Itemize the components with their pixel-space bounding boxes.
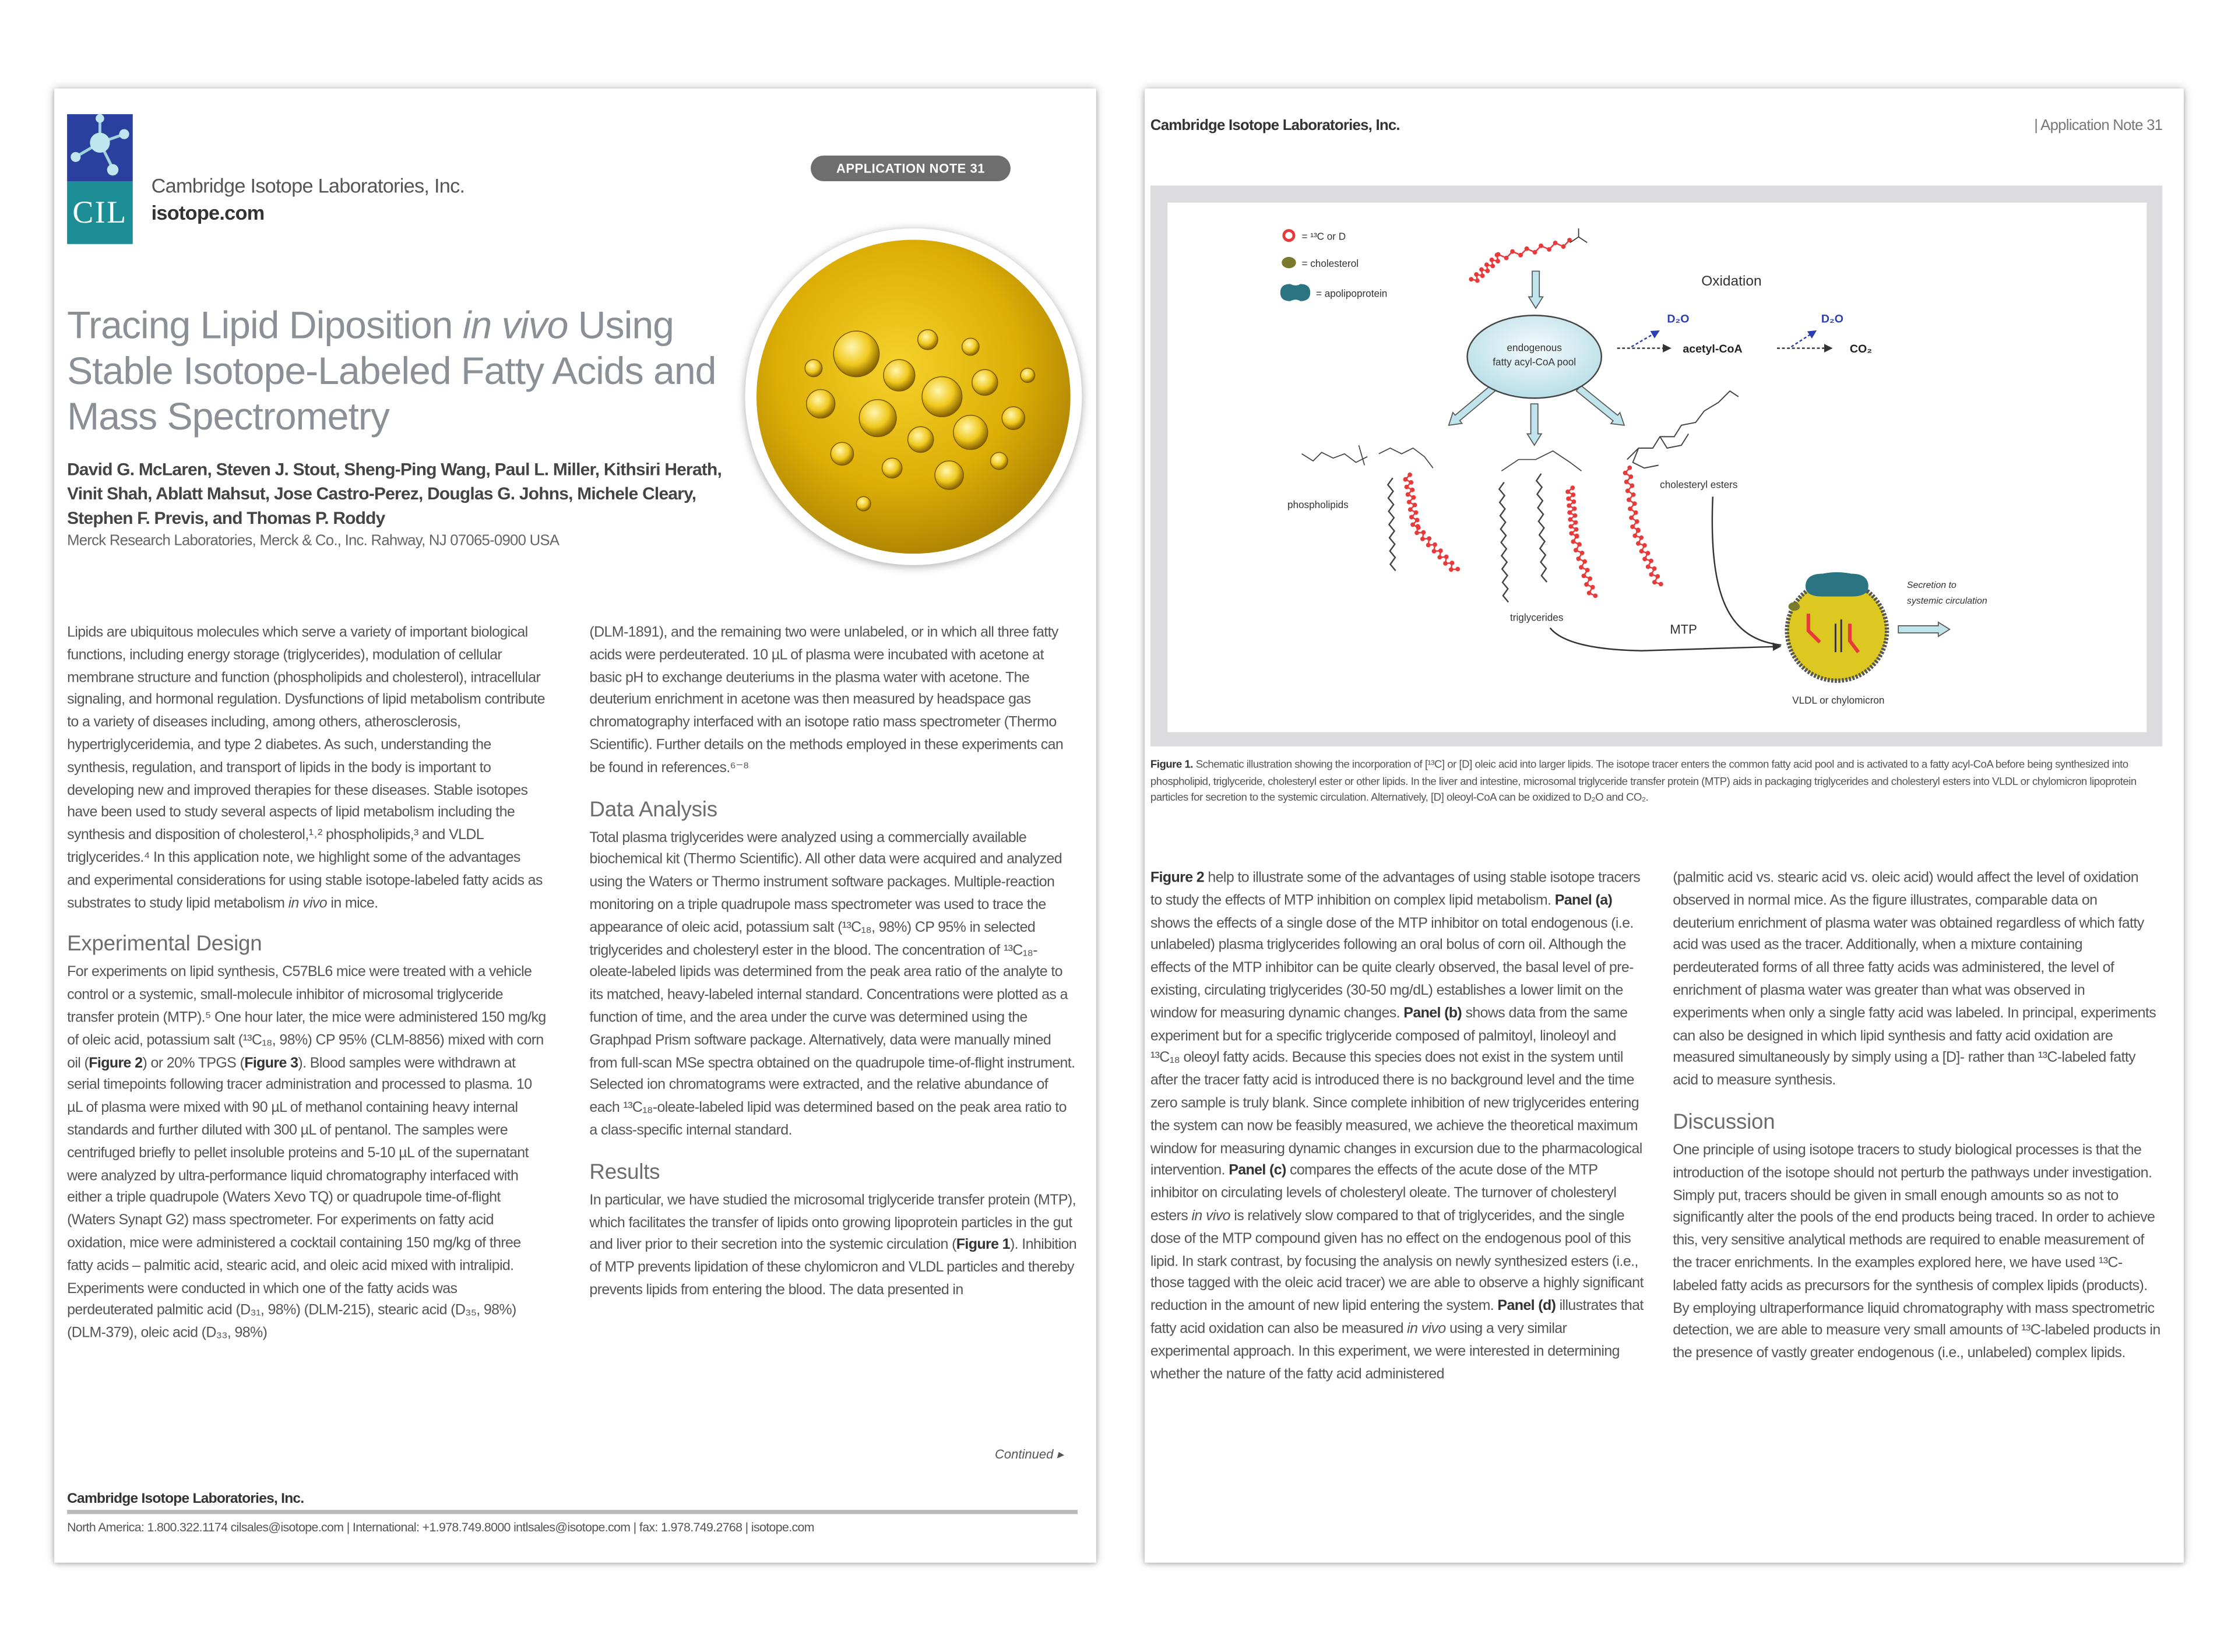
isotope-atom-icon [1574,548,1578,552]
isotope-atom-icon [1407,473,1412,477]
isotope-atom-icon [1410,522,1415,527]
isotope-atom-icon [1579,565,1584,570]
isotope-atom-icon [1486,269,1490,273]
isotope-atom-icon [1588,576,1592,581]
molecule-icon [67,114,133,181]
isotope-atom-icon [1553,241,1558,245]
text-run: Panel (c) [1229,1163,1286,1179]
isotope-atom-icon [1632,533,1637,538]
text-run: in vivo [1191,1209,1230,1225]
isotope-atom-icon [1649,572,1653,577]
isotope-atom-icon [1421,530,1426,535]
text-run: shows data from the same experiment but for a specific triglyceride composed of palmitoyl, linoleoyl and ¹³C₁₈ oleoyl fatty acids. Because this species does not exist in the system until after the tracer fatty acid is introduced there is no background level and the time zero sample is truly blank. Since complete inhibition of new triglycerides entering the system can now be feasibly measured, we achieve the theoretical maximum window for measuring dynamic changes in excursion due to the pharmacological intervention. [1150,1006,1642,1179]
isotope-atom-icon [1414,530,1419,535]
text-run: using a very similar experimental approach. In this experiment, we were interested in determining whether the nature of the fatty acid administered [1150,1321,1620,1382]
isotope-atom-icon [1437,555,1442,559]
isotope-atom-icon [1426,543,1431,547]
to-cholesteryl-esters-arrow-icon [1577,385,1624,425]
isotope-atom-icon [1405,485,1409,489]
isotope-atom-icon [1409,515,1414,520]
isotope-atom-icon [1533,250,1537,255]
isotope-atom-icon [1479,267,1484,272]
text-run: Panel (d) [1497,1298,1556,1315]
logo-text: CIL [67,181,133,244]
isotope-atom-icon [1567,503,1571,508]
affiliation: Merck Research Laboratories, Merck & Co., Inc. Rahway, NJ 07065-0900 USA [67,532,560,550]
phospholipids-label: phospholipids [1287,498,1349,510]
isotope-atom-icon [1561,244,1566,249]
text-run: For experiments on lipid synthesis, C57BL6 mice were treated with a vehicle control or a systemic, small-molecule inhibitor of microsomal triglyceride transfer protein (MTP).⁵ One hour later, the mice were administered 150 mg/kg of oleic acid, potassium salt (¹³C₁₈, 98%) CP 95% (CLM-8856) mixed with corn oil ( [67,965,546,1072]
figure-1-caption [1150,756,2161,806]
to-phospholipids-arrow-icon [1449,385,1495,425]
isotope-atom-icon [1415,518,1420,523]
left-column-2 [589,622,1078,1302]
vldl-label: VLDL or chylomicron [1792,694,1885,706]
experimental-paragraph [67,963,547,1346]
isotope-atom-icon [1420,537,1425,541]
isotope-atom-icon [1582,573,1586,578]
isotope-atom-icon [1576,556,1581,561]
isotope-atom-icon [1571,540,1575,544]
isotope-atom-icon [1568,524,1573,529]
isotope-atom-icon [1518,253,1523,258]
text-run: Figure 1 [956,1238,1010,1254]
text-run: ). Blood samples were withdrawn at serial timepoints following tracer administration and processed to plasma. 10 µL of plasma were mixed with 90 µL of methanol containing heavy internal standards and further diluted with 300 µL of pentanol. The samples were centrifuged briefly to pellet insoluble proteins and 5-10 µL of the supernatant were analyzed by ultra-performance liquid chromatography interfaced with either a triple quadrupole (Waters Xevo TQ) or quadrupole time-of-flight (Waters Synapt G2) mass spectrometer. For experiments on fatty acid oxidation, mice were administered a cocktail containing 150 mg/kg of three fatty acids – palmitic acid, stearic acid, and oleic acid mixed with intralipid. Experiments were conducted in which one of the fatty acids was perdeuterated palmitic acid (D₃₁, 98%) (DLM-215), stearic acid (D₃₅, 98%) (DLM-379), oleic acid (D₃₃, 98%) [67,1055,532,1342]
isotope-atom-icon [1449,567,1454,572]
isotope-atom-icon [1655,574,1660,579]
text-run: Schematic illustration showing the incorporation of [¹³C] or [D] oleic acid into larger lipids. The isotope tracer enters the common fatty acid pool and is activated to a fatty acyl-CoA before being synthesized into phospholipid, triglyceride, cholesteryl ester or other lipids. In the liver and intestine, microsomal triglyceride transfer protein (MTP) aids in packaging triglycerides and cholesteryl esters into VLDL or chylomicron lipoprotein particles for secretion to the systemic circulation. Alternatively, [D] oleoyl-CoA can be oxidized to D₂O and CO₂. [1150,758,2137,804]
text-run: in vivo [288,895,328,911]
isotope-atom-icon [1627,466,1632,470]
isotope-atom-icon [1411,495,1416,500]
data-analysis-paragraph: Total plasma triglycerides were analyzed using a commercially available biochemical kit (Thermo Scientific). All other data were acquired and analyzed using the Waters or Thermo instrument software packages. Multiple-reaction monitoring on a triple quadrupole mass spectrometer was used to trace the appearance of oleic acid, potassium salt (¹³C₁₈, 98%) CP 95% in selected triglycerides and cholesteryl ester in the blood. The concentration of ¹³C₁₈-oleate-labeled lipids was determined from the peak area ratio of the analyte to its matched, heavy-labeled internal standard. Concentrations were plotted as a function of time, and the area under the curve was determined using the Graphpad Prism software package. Alternatively, data were manually mined from full-scan MSe spectra obtained on the quadrupole time-of-flight instrument. Selected ion chromatograms were extracted, and the relative abundance of each ¹³C₁₈-oleate-labeled lipid was determined based on the peak area ratio to a class-specific internal standard. [589,830,1075,1139]
legend-isotope-label: = ¹³C or D [1301,230,1346,242]
fatty-acid-chains [1301,228,1738,602]
text-run: is relatively slow compared to that of triglycerides, and the single dose of the MTP compound given has no effect on the endogenous pool of this lipid. In stark contrast, by focusing the analysis on newly synthesized esters (i.e., those tagged with the oleic acid tracer) we are able to observe a highly significant reduction in the amount of new lipid entering the system. [1150,1209,1644,1315]
isotope-atom-icon [1414,510,1419,515]
to-triglycerides-arrow-icon [1527,404,1541,445]
isotope-atom-icon [1630,484,1635,488]
cholesteryl-esters-label: cholesteryl esters [1660,478,1738,491]
isotope-atom-icon [1628,474,1633,479]
text-run: ). Inhibition of MTP prevents lipidation of these chylomicron and VLDL particles and thereby prevents lipids from entering the blood. The data presented in [589,1238,1077,1299]
d2o-label-1: D₂O [1667,312,1690,326]
page-2 [1145,89,2184,1563]
isotope-atom-icon [1623,471,1628,475]
isotope-atom-icon [1636,527,1641,532]
isotope-atom-icon [1577,542,1582,547]
experimental-continued-paragraph: (DLM-1891), and the remaining two were unlabeled, or in which all three fatty acids were perdeuterated. 10 µL of plasma were incubated with acetone at basic pH to exchange deuteriums in the plasma water with acetone. The deuterium enrichment in acetone was then measured by headspace gas chromatography interfaced with an isotope ratio mass spectrometer (Thermo Scientific). Further details on the methods employed in these experiments can be found in references.⁶⁻⁸ [589,625,1064,776]
isotope-atom-icon [1416,524,1420,529]
text-run: Using Stable Isotope-Labeled Fatty Acids and Mass Spectrometry [67,304,716,438]
isotope-atom-icon [1636,541,1641,546]
isotope-atom-icon [1645,551,1650,555]
text-run: Tracing Lipid Diposition [67,304,463,347]
text-run: in vivo [1407,1321,1446,1337]
footer-divider [67,1510,1078,1514]
figure-1 [1150,185,2162,746]
discussion-paragraph: One principle of using isotope tracers to study biological processes is that the introduction of the isotope should not perturb the pathways under investigation. Simply put, tracers should be given in small enough amounts so as not to significantly alter the pools of the end products being traced. In order to achieve this, very sensitive analytical methods are required to enable measurement of the tracer enrichments. In the examples explored here, we have used ¹³C-labeled fatty acids as precursors for the synthesis of complex lipids (products). By employing ultraperformance liquid chromatography with mass spectrometric detection, we are able to measure very small amounts of ¹³C-labeled products in the presence of vastly greater endogenous (i.e., unlabeled) complex lipids. [1673,1143,2160,1362]
isotope-atom-icon [1590,585,1595,590]
isotope-atom-icon [1409,480,1413,485]
text-run: illustrates that fatty acid oxidation can also be measured [1150,1298,1644,1337]
intro-paragraph [67,622,547,915]
text-run: shows the effects of a single dose of the MTP inhibitor on total endogenous (i.e. unlabeled) plasma triglycerides following an oral bolus of corn oil. Although the effects of the MTP inhibitor can be quite clearly observed, the basal level of pre-existing, circulating triglycerides (30-50 mg/dL) establishes a lower limit on the window for measuring dynamic changes. [1150,915,1634,1022]
isotope-atom-icon [1495,259,1500,263]
co2-label: CO₂ [1849,342,1872,355]
isotope-atom-icon [1490,264,1495,269]
isotope-atom-icon [1566,496,1571,501]
isotope-atom-icon [1570,485,1575,490]
isotope-atom-icon [1432,549,1437,554]
discussion-heading: Discussion [1673,1110,1775,1135]
isotope-atom-icon [1572,506,1577,511]
legend-cholesterol-label: = cholesterol [1301,257,1359,269]
right-column-1 [1150,868,1644,1386]
isotope-atom-icon [1628,506,1632,511]
isotope-atom-icon [1593,593,1597,598]
triglycerides-label: triglycerides [1510,611,1564,624]
pool-label-1: endogenous [1507,341,1562,354]
data-analysis-heading: Data Analysis [589,797,717,822]
isotope-atom-icon [1659,582,1663,586]
acyl-chain [1388,478,1395,570]
application-note-badge: APPLICATION NOTE 31 [811,156,1011,181]
isotope-atom-icon [1629,516,1634,520]
isotope-atom-icon [1652,580,1657,584]
results-continued-paragraph [1150,868,1644,1386]
isotope-atom-icon [1474,272,1479,277]
isotope-atom-icon [1639,549,1644,554]
results-paragraph [589,1190,1078,1302]
isotope-atom-icon [1580,551,1585,555]
isotope-atom-icon [1406,492,1410,497]
isotope-atom-icon [1413,503,1417,508]
footer-company: Cambridge Isotope Laboratories, Inc. [67,1491,304,1507]
results-heading: Results [589,1160,660,1185]
isotope-atom-icon [1630,524,1635,529]
isotope-atom-icon [1444,555,1449,559]
isotope-atom-icon [1443,561,1448,566]
isotope-atom-icon [1582,559,1587,564]
isotope-atom-icon [1433,543,1437,547]
mtp-label: MTP [1670,622,1697,637]
text-run: Panel (a) [1554,893,1613,909]
ester-to-particle-arrow [1712,496,1781,645]
isotope-atom-icon [1547,247,1551,252]
isotope-atom-icon [1569,531,1574,536]
author-list: David G. McLaren, Steven J. Stout, Sheng-Ping Wang, Paul L. Miller, Kithsiri Herath, Vinit Shah, Ablatt Mahsut, Jose Castro-Perez, Douglas G. Johns, Michele Cleary, Stephen F. Previs, and Thomas P. Roddy [67,459,722,529]
isotope-atom-icon [1574,527,1579,532]
isotope-atom-icon [1407,500,1412,505]
tracer-entry-arrow-icon [1529,271,1543,308]
isotope-atom-icon [1652,566,1657,571]
left-column-1 [67,622,547,1345]
acyl-chain [1499,482,1508,603]
isotope-atom-icon [1525,246,1529,251]
text-run: help to illustrate some of the advantages of using stable isotope tracers to study the effects of MTP inhibition on complex lipid metabolism. [1150,870,1641,909]
text-run: compares the effects of the acute dose of the MTP inhibitor on circulating levels of cholesteryl oleate. The turnover of cholesteryl esters [1150,1163,1617,1225]
text-run: Figure 2 [1150,870,1205,886]
text-run: Figure 1. [1150,758,1194,771]
isotope-atom-icon [1634,510,1638,515]
text-run: Panel (b) [1403,1006,1462,1022]
running-header-company: Cambridge Isotope Laboratories, Inc. [1150,117,1400,135]
isotope-atom-icon [1573,513,1578,518]
isotope-atom-icon [1475,279,1480,283]
secretion-label-1: Secretion to [1906,580,1957,590]
isotope-atom-icon [1625,488,1630,493]
isotope-atom-icon [1403,477,1407,482]
isotope-atom-icon [1480,273,1485,278]
isotope-atom-icon [1484,262,1489,267]
isotope-atom-icon [1649,559,1653,563]
isotope-atom-icon [1568,517,1572,522]
isotope-atom-icon [1631,492,1636,497]
hero-oil-bubbles-image [745,228,1082,565]
continued-link[interactable]: Continued ▸ [994,1447,1064,1461]
acyl-chain [1536,474,1547,582]
figure-1-diagram [1167,203,2146,732]
text-run: Figure 3 [244,1055,298,1072]
isotope-atom-icon [1574,520,1578,525]
text-run: ) or 20% TPGS ( [142,1055,245,1072]
isotope-atom-icon [1496,252,1501,257]
text-run: In particular, we have studied the microsomal triglyceride transfer protein (MTP), which facilitates the transfer of lipids onto growing lipoprotein particles in the gut and liver prior to their secretion into the systemic circulation ( [589,1192,1076,1254]
running-header-note: | Application Note 31 [2034,117,2163,135]
apolipoprotein-marker-icon [1280,284,1310,301]
isotope-atom-icon [1504,256,1509,260]
isotope-atom-icon [1571,492,1575,497]
pool-label-2: fatty acyl-CoA pool [1493,355,1577,368]
isotope-atom-icon [1438,548,1443,553]
isotope-atom-icon [1408,508,1413,512]
text-run: Lipids are ubiquitous molecules which serve a variety of important biological functions, including energy storage (triglycerides), modulation of cellular membrane structure and function (phospholipids and cholesterol), intracellular signaling, and hormonal regulation. Dysfunctions of lipid metabolism contribute to a variety of diseases including, among others, atherosclerosis, hypertriglyceridemia, and type 2 diabetes. As such, understanding the synthesis, regulation, and transport of lipids in the body is important to developing new and improved therapies for these diseases. Stable isotopes have been used to study several aspects of lipid metabolism including the synthesis and disposition of cholesterol,¹˒² phospholipids,³ and VLDL triglycerides.⁴ In this application note, we highlight some of the advantages and experimental considerations for using stable isotope-labeled fatty acids as substrates to study lipid metabolism [67,625,545,911]
secretion-label-2: systemic circulation [1906,596,1987,606]
text-run: in vivo [462,304,568,347]
right-column-2 [1673,868,2161,1366]
isotope-atom-icon [1455,567,1460,572]
isotope-atom-icon [1646,565,1651,569]
isotope-atom-icon [1642,556,1647,561]
isotope-atom-icon [1575,534,1579,538]
isotope-atom-icon [1567,510,1572,515]
isotope-atom-icon [1585,568,1590,572]
secretion-arrow-icon [1898,622,1950,636]
experimental-design-heading: Experimental Design [67,932,262,957]
acyl-chain [1471,240,1570,280]
page-1 [54,89,1096,1563]
oxidation-label: Oxidation [1701,273,1762,289]
isotope-atom-icon [1639,536,1644,540]
acetyl-coa-label: acetyl-CoA [1683,342,1743,355]
cholesterol-marker-icon [1282,257,1296,269]
isotope-atom-icon [1571,499,1576,504]
footer-contact-info: North America: 1.800.322.1174 cilsales@isotope.com | International: +1.978.749.8000 intlsales@isotope.com | fax: 1.978.749.2768 | isotope.com [67,1520,814,1534]
legend [1280,230,1388,301]
isotope-atom-icon [1490,258,1494,262]
company-name: Cambridge Isotope Laboratories, Inc. [151,174,465,197]
isotope-atom-icon [1410,488,1414,492]
isotope-atom-icon [1587,591,1592,596]
isotope-atom-icon [1427,536,1431,541]
cil-logo [67,114,133,244]
website-link[interactable]: isotope.com [151,201,265,224]
apolipoprotein-cap-icon [1806,572,1868,597]
isotope-atom-icon [1539,244,1543,248]
oxidation-paragraph: (palmitic acid vs. stearic acid vs. oleic acid) would affect the level of oxidation observed in normal mice. As the figure illustrates, comparable data on deuterium enrichment of plasma water was obtained regardless of which fatty acid was used as the tracer. Additionally, when a mixture containing perdeuterated forms of all three fatty acids was administered, the level of enrichment of plasma water was greater than what was observed in experiments when only a single fatty acid was labeled. In principal, experiments can also be designed in which lipid synthesis and fatty acid oxidation are measured simultaneously by simply using a [D]- rather than ¹³C-labeled fatty acid to measure synthesis. [1673,870,2156,1090]
isotope-atom-icon [1627,498,1631,502]
isotope-marker-icon [1284,231,1294,241]
isotope-atom-icon [1624,480,1629,484]
isotope-atom-icon [1635,519,1639,524]
isotope-atom-icon [1565,489,1570,494]
text-run: in mice. [327,895,378,911]
isotope-atom-icon [1469,277,1473,281]
isotope-atom-icon [1642,543,1647,548]
isotope-atom-icon [1632,501,1637,506]
d2o-label-2: D₂O [1821,312,1844,326]
isotope-atom-icon [1510,249,1515,254]
legend-apolipoprotein-label: = apolipoprotein [1315,287,1388,300]
isotope-atom-icon [1584,582,1589,587]
document-title [67,302,738,439]
isotope-atom-icon [1449,561,1454,565]
text-run: Figure 2 [89,1055,143,1072]
